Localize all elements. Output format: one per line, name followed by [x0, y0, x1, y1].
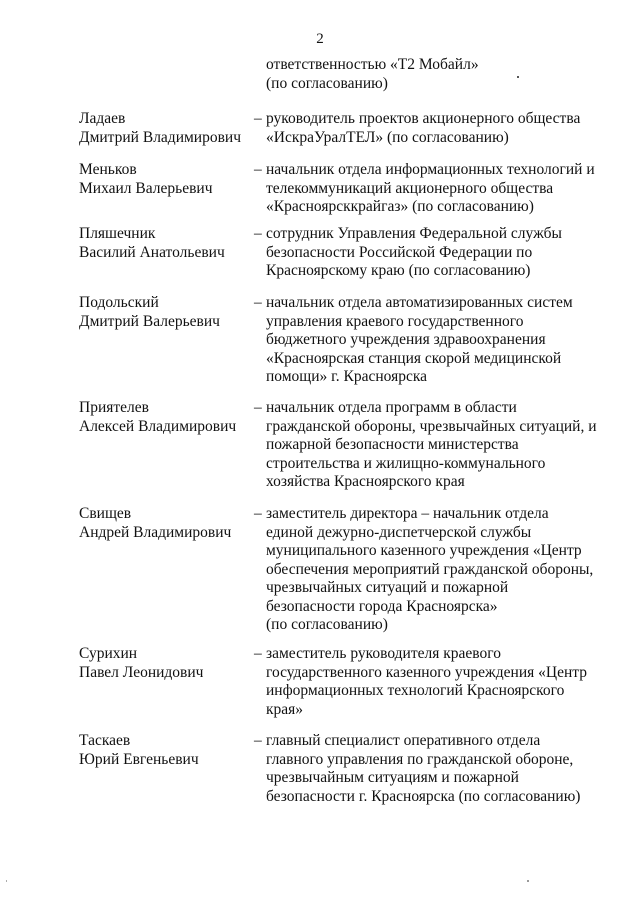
member-surname: Свищев [79, 505, 132, 522]
separator-dash: – [254, 225, 262, 242]
member-position: начальник отдела программ в области гражданской обороны, чрезвычайных ситуаций, и пожарной безопасности министерства строительства и жилищно-коммунального хозяйства Красноярского края [266, 399, 597, 490]
member-given-names: Дмитрий Валерьевич [79, 312, 220, 330]
separator-dash: – [254, 732, 262, 749]
member-name [79, 225, 249, 262]
member-given-names: Юрий Евгеньевич [79, 750, 199, 768]
member-given-names: Павел Леонидович [79, 663, 204, 681]
scan-speck [6, 880, 7, 882]
scan-speck [517, 76, 519, 78]
member-given-names: Алексей Владимирович [79, 417, 237, 435]
member-surname: Подольский [79, 294, 159, 311]
continuation-text: ответственностью «Т2 Мобайл» (по согласованию) [266, 56, 479, 92]
member-surname: Приятелев [79, 399, 149, 416]
member-given-names: Михаил Валерьевич [79, 179, 213, 197]
member-surname: Ладаев [79, 110, 126, 127]
separator-dash: – [254, 505, 262, 522]
member-name [79, 161, 249, 198]
member-surname: Меньков [79, 161, 137, 178]
member-position: заместитель руководителя краевого государственного казенного учреждения «Центр информационных технологий Красноярского края» [266, 645, 587, 718]
member-surname: Таскаев [79, 732, 131, 749]
member-position: сотрудник Управления Федеральной службы безопасности Российской Федерации по Красноярскому краю (по согласованию) [266, 225, 562, 279]
member-surname: Сурихин [79, 645, 138, 662]
member-given-names: Андрей Владимирович [79, 523, 232, 541]
member-surname: Пляшечник [79, 225, 156, 242]
member-name [79, 732, 249, 769]
member-given-names: Василий Анатольевич [79, 243, 225, 261]
member-position: начальник отдела автоматизированных систем управления краевого государственного бюджетного учреждения здравоохранения «Красноярская станция скорой медицинской помощи» г. Красноярска [266, 294, 573, 385]
separator-dash: – [254, 110, 262, 127]
scan-speck [527, 880, 529, 882]
member-position: начальник отдела информационных технологий и телекоммуникаций акционерного общества «Красноярсккрайгаз» (по согласованию) [266, 161, 595, 215]
member-position: главный специалист оперативного отдела главного управления по гражданской обороне, чрезвычайным ситуациям и пожарной безопасности г. Красноярска (по согласованию) [266, 732, 581, 805]
member-given-names: Дмитрий Владимирович [79, 128, 242, 146]
separator-dash: – [254, 645, 262, 662]
separator-dash: – [254, 294, 262, 311]
page-number: 2 [316, 31, 324, 47]
member-name [79, 110, 249, 147]
member-position: руководитель проектов акционерного общества «ИскраУралТЕЛ» (по согласованию) [266, 110, 581, 146]
separator-dash: – [254, 161, 262, 178]
member-name [79, 294, 249, 331]
member-name [79, 399, 249, 436]
member-name [79, 645, 249, 682]
separator-dash: – [254, 399, 262, 416]
member-position: заместитель директора – начальник отдела единой дежурно-диспетчерской службы муниципального казенного учреждения «Центр обеспечения мероприятий гражданской обороны, чрезвычайных ситуаций и пожарной безопасности города Красноярска» (по согласованию) [266, 505, 594, 633]
member-name [79, 505, 249, 542]
